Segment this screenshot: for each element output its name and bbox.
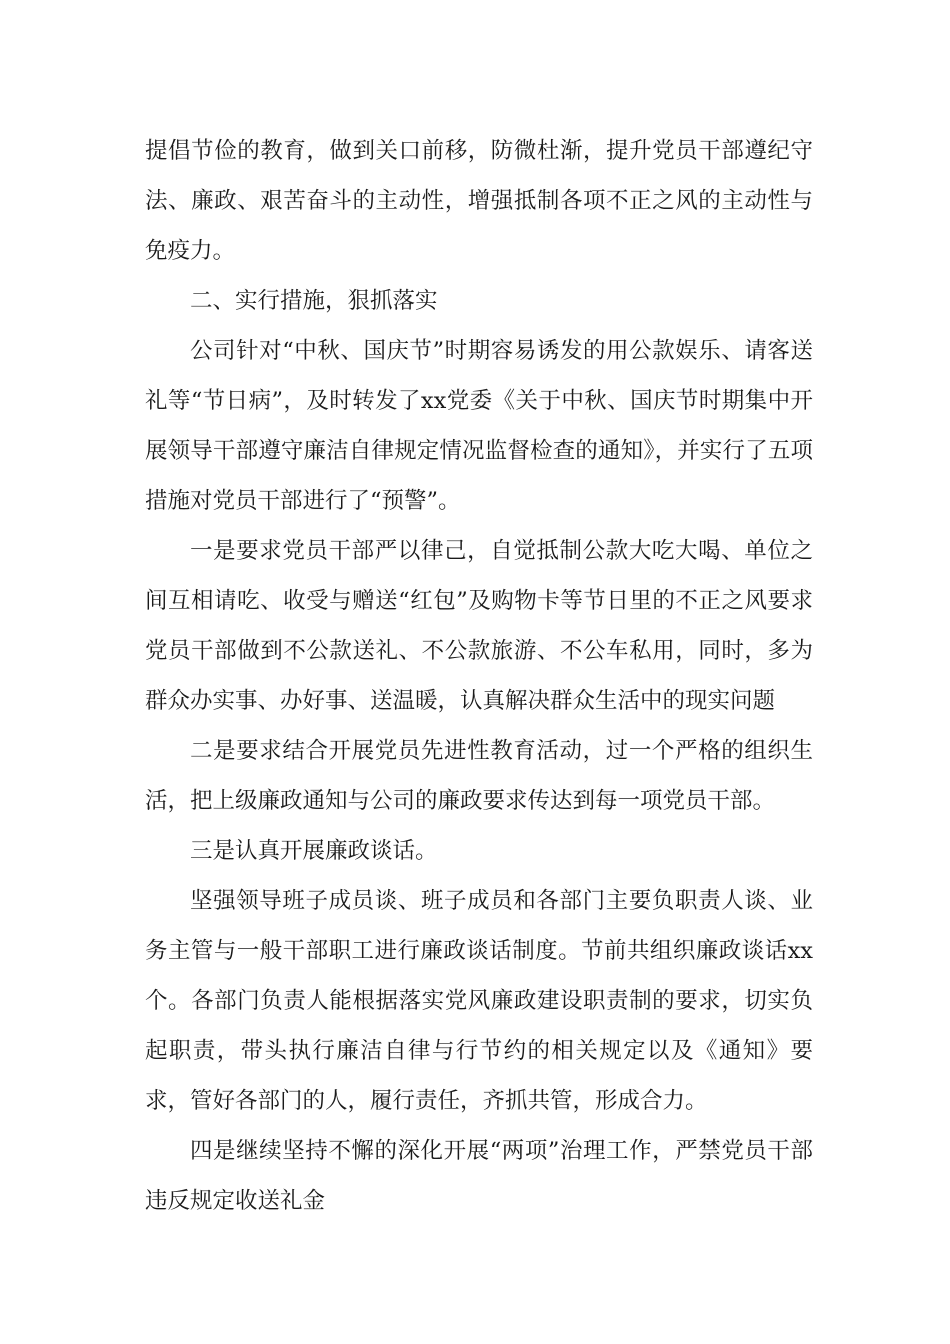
paragraph: 坚强领导班子成员谈、班子成员和各部门主要负职责人谈、业务主管与一般干部职工进行廉政谈话制度。节前共组织廉政谈话xx个。各部门负责人能根据落实党风廉政建设职责制的要求，切实负起职责，带头执行廉洁自律与行节约的相关规定以及《通知》要求，管好各部门的人，履行责任，齐抓共管，形成合力。 xyxy=(145,888,813,1114)
paragraph: 四是继续坚持不懈的深化开展“两项”治理工作，严禁党员干部违反规定收送礼金 xyxy=(145,1138,813,1214)
paragraph: 三是认真开展廉政谈话。 xyxy=(190,838,438,864)
paragraph: 二是要求结合开展党员先进性教育活动，过一个严格的组织生活，把上级廉政通知与公司的廉政要求传达到每一项党员干部。 xyxy=(145,738,813,814)
paragraph: 公司针对“中秋、国庆节”时期容易诱发的用公款娱乐、请客送礼等“节日病”，及时转发了xx党委《关于中秋、国庆节时期集中开展领导干部遵守廉洁自律规定情况监督检查的通知》，并实行了五项措施对党员干部进行了“预警”。 xyxy=(145,338,813,514)
paragraph: 一是要求党员干部严以律己，自觉抵制公款大吃大喝、单位之间互相请吃、收受与赠送“红包”及购物卡等节日里的不正之风要求党员干部做到不公款送礼、不公款旅游、不公车私用，同时，多为群众办实事、办好事、送温暖，认真解决群众生活中的现实问题 xyxy=(145,538,813,714)
section-heading: 二、实行措施，狠抓落实 xyxy=(190,288,438,314)
document-body xyxy=(145,126,813,1226)
paragraph-continuation: 提倡节俭的教育，做到关口前移，防微杜渐，提升党员干部遵纪守法、廉政、艰苦奋斗的主动性，增强抵制各项不正之风的主动性与免疫力。 xyxy=(145,138,813,264)
